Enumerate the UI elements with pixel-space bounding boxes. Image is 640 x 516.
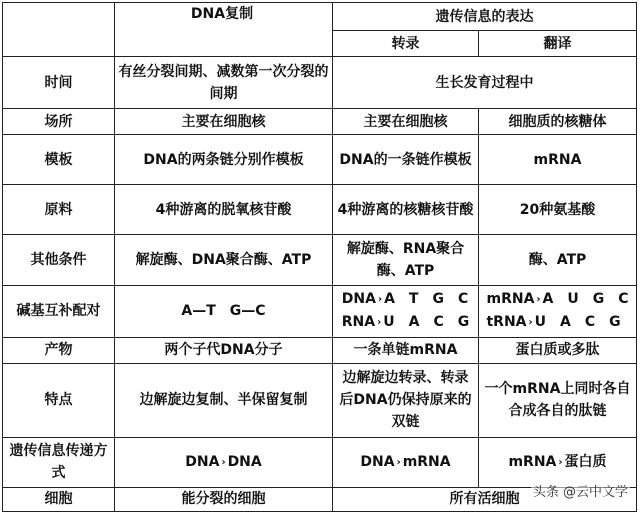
cell-cell-replication: 能分裂的细胞 [115, 487, 333, 511]
cell-product-transcription: 一条单链mRNA [333, 337, 479, 363]
cell-time-expression: 生长发育过程中 [333, 57, 637, 109]
cell-features-transcription: 边解旋边转录、转录后DNA仍保持原来的双链 [333, 363, 479, 437]
cell-product-replication: 两个子代DNA分子 [115, 337, 333, 363]
transfer-to: 蛋白质 [564, 453, 607, 470]
cell-conditions-replication: 解旋酶、DNA聚合酶、ATP [115, 235, 333, 285]
row-label-cell: 细胞 [3, 487, 115, 511]
row-label-conditions: 其他条件 [3, 235, 115, 285]
pair-label-rna: RNA [341, 314, 376, 331]
table-row [3, 235, 637, 285]
transfer-from: DNA [360, 453, 395, 470]
transfer-from: DNA [185, 453, 220, 470]
cell-features-translation: 一个mRNA上同时各自合成各自的肽链 [479, 363, 637, 437]
cell-template-transcription: DNA的一条链作模板 [333, 135, 479, 185]
table-row [3, 185, 637, 235]
table-row [3, 363, 637, 437]
table-row [3, 437, 637, 487]
arrow-right-icon: › [377, 294, 383, 306]
cell-transfer-translation [479, 437, 637, 487]
table-row [3, 109, 637, 135]
watermark: 头条 @云中文学 [531, 481, 630, 500]
cell-transfer-replication [115, 437, 333, 487]
row-label-location: 场所 [3, 109, 115, 135]
arrow-right-icon: › [221, 456, 226, 468]
cell-location-translation: 细胞质的核糖体 [479, 109, 637, 135]
cell-features-replication: 边解旋边复制、半保留复制 [115, 363, 333, 437]
header-transcription: 转录 [333, 31, 479, 57]
table-row [3, 57, 637, 109]
arrow-right-icon: › [528, 317, 533, 329]
cell-pairing-translation [479, 285, 637, 337]
table-row [3, 337, 637, 363]
pair-bases-rna: U A C G [383, 314, 470, 331]
transfer-from: mRNA [508, 453, 557, 470]
transfer-to: mRNA [402, 453, 451, 470]
arrow-right-icon: › [377, 317, 382, 329]
header-translation: 翻译 [479, 31, 637, 57]
cell-pairing-transcription [333, 285, 479, 337]
row-label-time: 时间 [3, 57, 115, 109]
pair-label-mrna: mRNA [486, 291, 535, 308]
pair-label-dna: DNA [341, 291, 376, 308]
cell-pairing-replication: A—T G—C [115, 285, 333, 337]
cell-transfer-transcription [333, 437, 479, 487]
row-label-base-pairing: 碱基互补配对 [3, 285, 115, 337]
header-gene-expression: 遗传信息的表达 [333, 3, 637, 31]
cell-conditions-transcription: 解旋酶、RNA聚合酶、ATP [333, 235, 479, 285]
corner-cell [3, 3, 115, 57]
cell-cell-expression: 所有活细胞 [333, 487, 637, 511]
row-label-features: 特点 [3, 363, 115, 437]
cell-material-transcription: 4种游离的核糖核苷酸 [333, 185, 479, 235]
pair-label-trna: tRNA [486, 314, 527, 331]
cell-material-replication: 4种游离的脱氧核苷酸 [115, 185, 333, 235]
pair-bases-trna: U A C G [534, 314, 621, 331]
cell-location-transcription: 主要在细胞核 [333, 109, 479, 135]
row-label-template: 模板 [3, 135, 115, 185]
table-row [3, 285, 637, 337]
transfer-to: DNA [227, 453, 262, 470]
header-dna-replication: DNA复制 [115, 3, 333, 57]
pair-bases-mrna: A U G C [542, 291, 629, 308]
row-label-transfer: 遗传信息传递方式 [3, 437, 115, 487]
pair-bases-dna: A T G C [384, 291, 469, 308]
cell-location-replication: 主要在细胞核 [115, 109, 333, 135]
cell-template-replication: DNA的两条链分别作模板 [115, 135, 333, 185]
cell-product-translation: 蛋白质或多肽 [479, 337, 637, 363]
arrow-right-icon: › [558, 456, 563, 468]
arrow-right-icon: › [396, 456, 401, 468]
cell-material-translation: 20种氨基酸 [479, 185, 637, 235]
cell-conditions-translation: 酶、ATP [479, 235, 637, 285]
row-label-material: 原料 [3, 185, 115, 235]
comparison-table [2, 2, 637, 512]
cell-time-replication: 有丝分裂间期、减数第一次分裂的间期 [115, 57, 333, 109]
arrow-right-icon: › [536, 294, 541, 306]
cell-template-translation: mRNA [479, 135, 637, 185]
row-label-product: 产物 [3, 337, 115, 363]
table-row [3, 135, 637, 185]
